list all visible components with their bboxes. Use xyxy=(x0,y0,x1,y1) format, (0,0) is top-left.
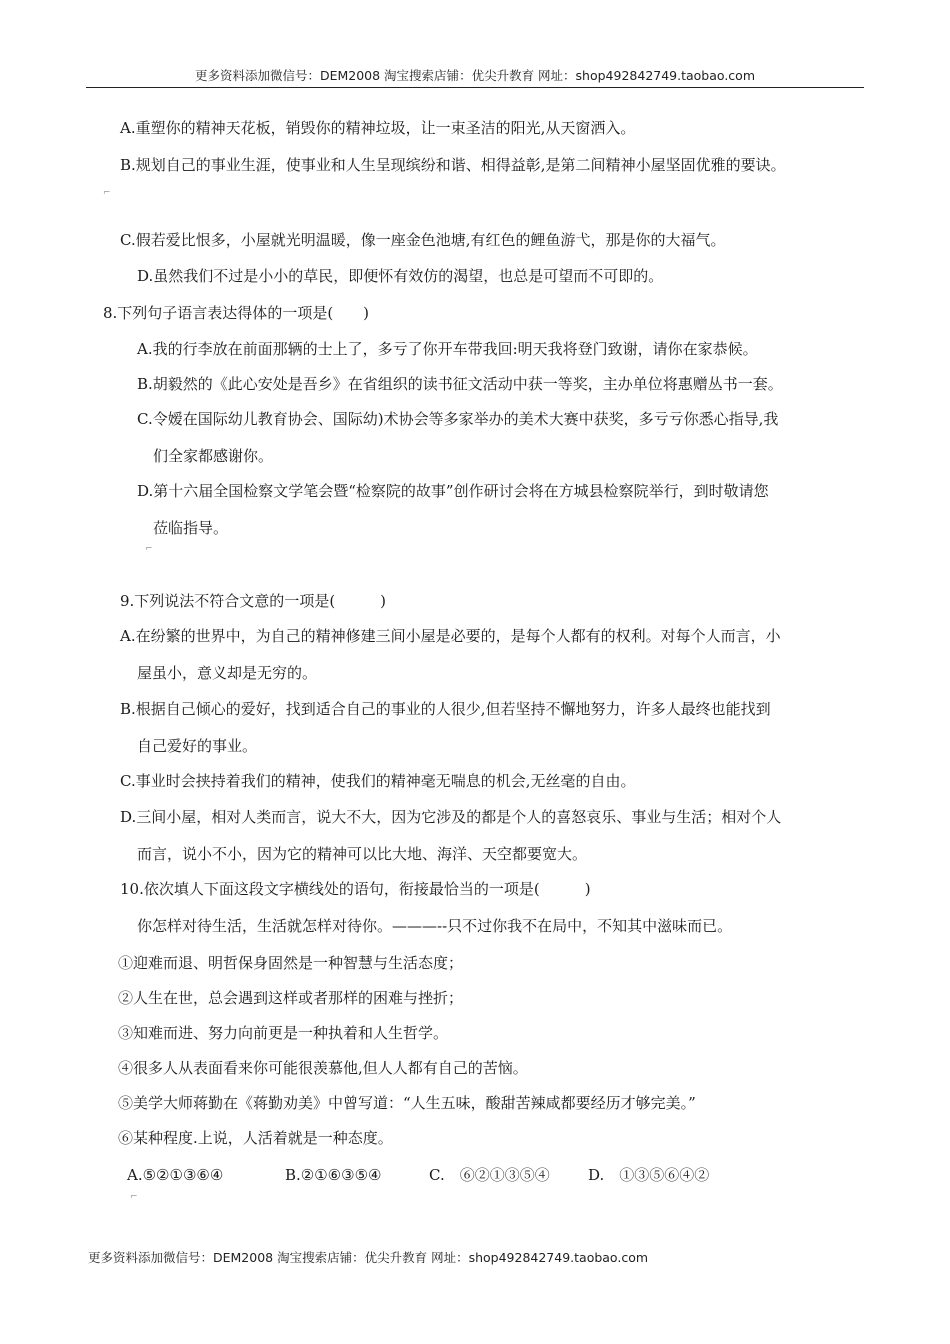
q9-option-d-line2: 而言，说小不小，因为它的精神可以比大地、海洋、天空都要宽大。 xyxy=(137,845,588,863)
q8-option-d-line2: 莅临指导。 xyxy=(153,519,229,537)
q10-item-1: ①迎难而退、明哲保身固然是一种智慧与生活态度； xyxy=(118,954,464,972)
page-footer: 更多资料添加微信号：DEM2008 淘宝搜索店铺：优尖升教育 网址：shop492842749.taobao.com xyxy=(88,1250,649,1265)
q10-item-4: ④很多人从表面看来你可能很羡慕他,但人人都有自己的苦恼。 xyxy=(118,1059,528,1077)
q10-option-a: A.⑤②①③⑥④ xyxy=(127,1166,224,1184)
q10-passage: 你怎样对待生活，生活就怎样对待你。———--只不过你我不在局中，不知其中滋味而已。 xyxy=(137,917,733,935)
q9-stem: 9.下列说法不符合文意的一项是( ) xyxy=(120,592,387,610)
paragraph-mark: ⌐ xyxy=(145,544,153,554)
q10-stem: 10.依次填人下面这段文字横线处的语句，衔接最恰当的一项是( ) xyxy=(120,880,591,898)
q8-stem: 8.下列句子语言表达得体的一项是( ) xyxy=(103,304,370,322)
page-header: 更多资料添加微信号：DEM2008 淘宝搜索店铺：优尖升教育 网址：shop492842749.taobao.com xyxy=(194,68,756,83)
q10-item-6: ⑥某种程度.上说，人活着就是一种态度。 xyxy=(118,1129,393,1147)
q9-option-a-line1: A.在纷繁的世界中，为自己的精神修建三间小屋是必要的，是每个人都有的权利。对每个人而言，小 xyxy=(120,627,781,645)
q9-option-b-line1: B.根据自己倾心的爱好，找到适合自己的事业的人很少,但若坚持不懈地努力，许多人最终也能找到 xyxy=(120,700,771,718)
q10-option-b: B.②①⑥③⑤④ xyxy=(285,1166,382,1184)
paragraph-mark: ⌐ xyxy=(130,1192,138,1202)
q7-option-b: B.规划自己的事业生涯，使事业和人生呈现缤纷和谐、相得益彰,是第二间精神小屋坚固优雅的要诀。 xyxy=(120,156,786,174)
q7-option-d: D.虽然我们不过是小小的草民，即便怀有效仿的渴望，也总是可望而不可即的。 xyxy=(137,267,664,285)
q9-option-c: C.事业时会挟持着我们的精神，使我们的精神毫无喘息的机会,无丝毫的自由。 xyxy=(120,772,636,790)
q10-item-5: ⑤美学大师蒋勤在《蒋勤劝美》中曾写道：“人生五味，酸甜苦辣咸都要经历才够完美。” xyxy=(118,1094,696,1112)
q9-option-b-line2: 自己爱好的事业。 xyxy=(137,737,258,755)
q8-option-a: A.我的行李放在前面那辆的士上了，多亏了你开车带我回:明天我将登门致谢，请你在家恭候。 xyxy=(137,340,758,358)
q8-option-d-line1: D.第十六届全国检察文学笔会暨“检察院的故事”创作研讨会将在方城县检察院举行，到时敬请您 xyxy=(137,482,769,500)
q8-option-c-line2: 们全家都感谢你。 xyxy=(153,447,274,465)
q9-option-d-line1: D.三间小屋，相对人类而言，说大不大，因为它涉及的都是个人的喜怒哀乐、事业与生活；相对个人 xyxy=(120,808,782,826)
q7-option-c: C.假若爱比恨多，小屋就光明温暖，像一座金色池塘,有红色的鲤鱼游弋，那是你的大福气。 xyxy=(120,231,726,249)
header-divider xyxy=(86,87,864,88)
q10-item-2: ②人生在世，总会遇到这样或者那样的困难与挫折； xyxy=(118,989,464,1007)
q8-option-c-line1: C.令嫒在国际幼儿教育协会、国际幼)术协会等多家举办的美术大赛中获奖，多亏亏你悉心指导,我 xyxy=(137,410,779,428)
q9-option-a-line2: 屋虽小，意义却是无穷的。 xyxy=(137,664,318,682)
q8-option-b: B.胡毅然的《此心安处是吾乡》在省组织的读书征文活动中获一等奖，主办单位将惠赠丛书一套。 xyxy=(137,375,783,393)
q7-option-a: A.重塑你的精神天花板，销毁你的精神垃圾，让一束圣洁的阳光,从天窗洒入。 xyxy=(120,119,636,137)
paragraph-mark: ⌐ xyxy=(103,188,111,198)
q10-option-d: D. ①③⑤⑥④② xyxy=(588,1166,710,1184)
q10-item-3: ③知难而进、努力向前更是一种执着和人生哲学。 xyxy=(118,1024,449,1042)
q10-option-c: C. ⑥②①③⑤④ xyxy=(429,1166,550,1184)
